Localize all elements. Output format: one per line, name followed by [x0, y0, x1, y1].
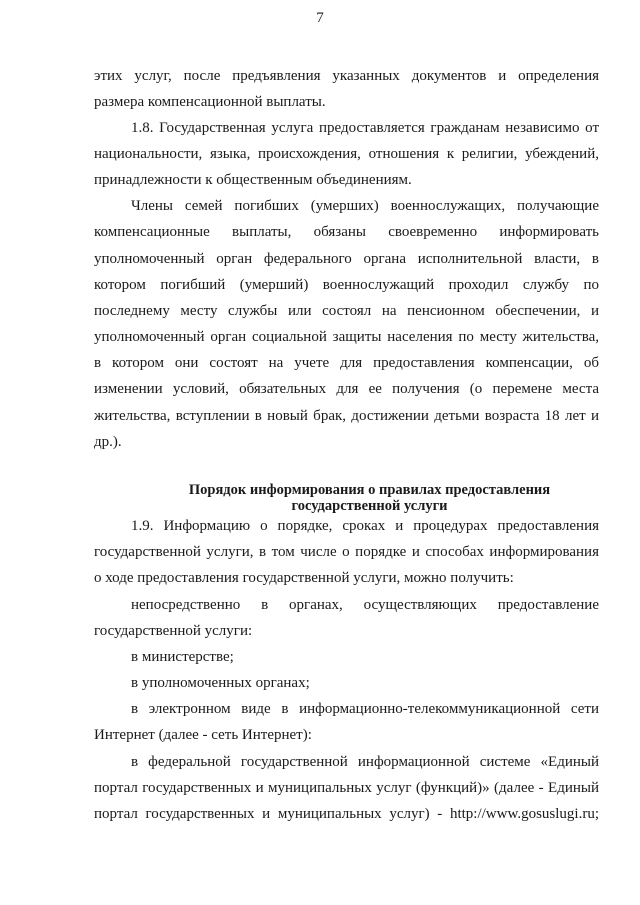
- text-line: др.).: [94, 434, 122, 450]
- text-line: жительства, вступлении в новый брак, достижении детьми возраста 18 лет и: [94, 408, 599, 424]
- text-line: котором погибший (умерший) военнослужащий проходил службу по: [94, 277, 599, 293]
- text-line: компенсационные выплаты, обязаны своевременно информировать: [94, 224, 599, 240]
- text-line: в котором они состоят на учете для предоставления компенсации, об: [94, 355, 599, 371]
- text-line: национальности, языка, происхождения, отношения к религии, убеждений,: [94, 146, 599, 162]
- text-line: уполномоченный орган социальной защиты населения по месту жительства,: [94, 329, 599, 345]
- text-line: в электронном виде в информационно-телекоммуникационной сети: [131, 701, 599, 717]
- text-line: Интернет (далее - сеть Интернет):: [94, 727, 312, 743]
- text-line: в федеральной государственной информационной системе «Единый: [131, 754, 599, 770]
- text-line: 1.8. Государственная услуга предоставляется гражданам независимо от: [131, 120, 599, 136]
- text-line: портал государственных и муниципальных услуг) - http://www.gosuslugi.ru;: [94, 806, 599, 822]
- section-heading: Порядок информирования о правилах предоставления: [188, 482, 551, 498]
- text-line: последнему месту службы или состоял на пенсионном обеспечении, и: [94, 303, 599, 319]
- text-line: этих услуг, после предъявления указанных документов и определения: [94, 68, 599, 84]
- text-line: непосредственно в органах, осуществляющих предоставление: [131, 597, 599, 613]
- text-line: уполномоченный орган федерального органа исполнительной власти, в: [94, 251, 599, 267]
- text-line: государственной услуги, в том числе о порядке и способах информирования: [94, 544, 599, 560]
- text-line: 1.9. Информацию о порядке, сроках и процедурах предоставления: [131, 518, 599, 534]
- section-heading: государственной услуги: [291, 498, 448, 514]
- page-number: 7: [316, 10, 324, 26]
- text-line: в министерстве;: [131, 649, 234, 665]
- text-line: государственной услуги:: [94, 623, 253, 639]
- text-line: размера компенсационной выплаты.: [94, 94, 326, 110]
- text-line: принадлежности к общественным объединениям.: [94, 172, 412, 188]
- text-line: о ходе предоставления государственной услуги, можно получить:: [94, 570, 514, 586]
- text-line: портал государственных и муниципальных услуг (функций)» (далее - Единый: [94, 780, 599, 796]
- text-line: в уполномоченных органах;: [131, 675, 310, 691]
- text-line: Члены семей погибших (умерших) военнослужащих, получающие: [131, 198, 599, 214]
- text-line: изменении условий, обязательных для ее получения (о перемене места: [94, 381, 599, 397]
